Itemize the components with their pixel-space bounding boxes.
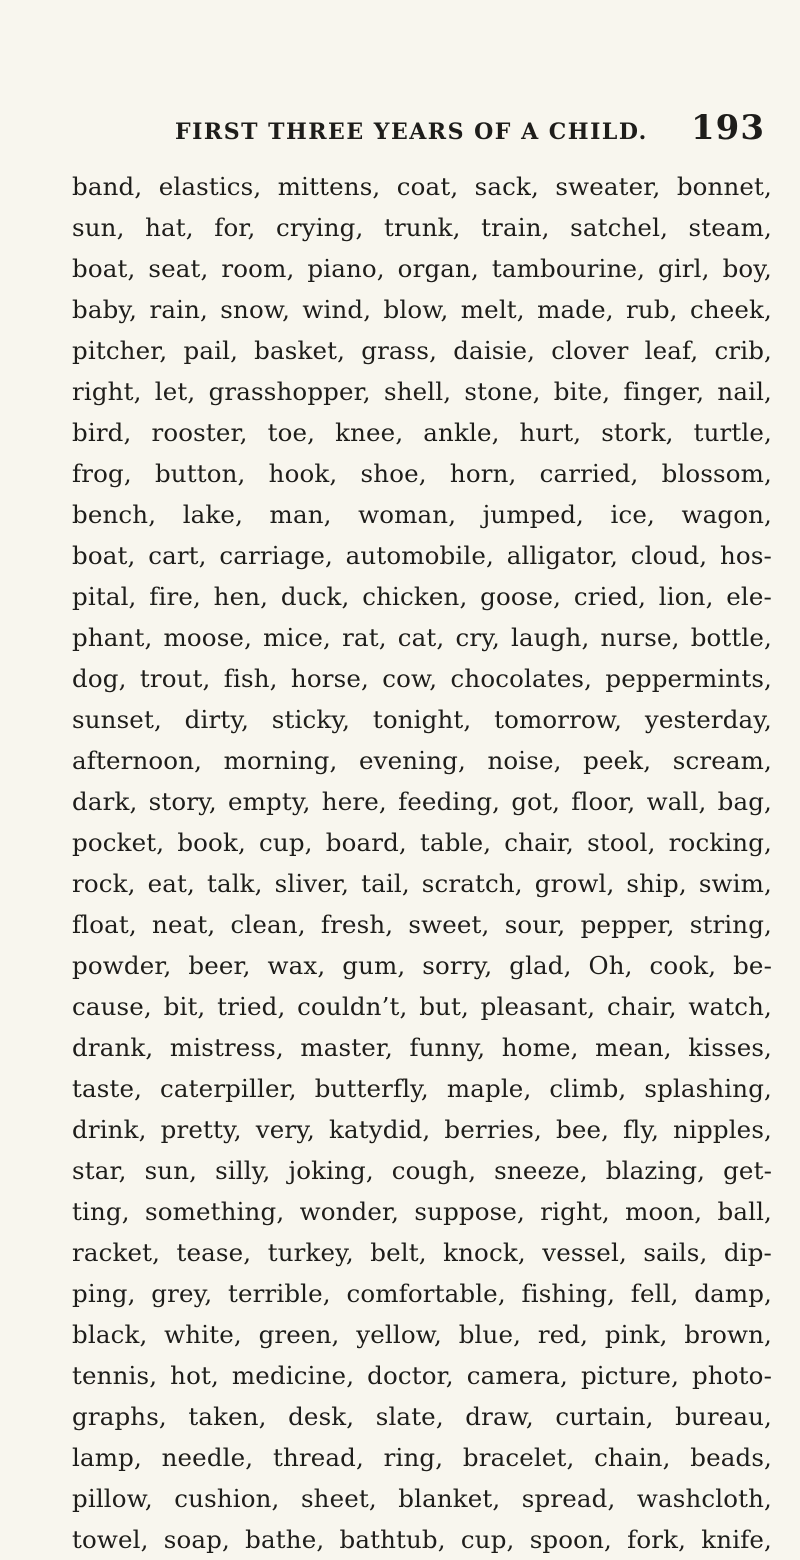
text-line: phant, moose, mice, rat, cat, cry, laugh, nurse, bottle,: [72, 623, 772, 652]
text-line: graphs, taken, desk, slate, draw, curtain, bureau,: [72, 1402, 772, 1431]
text-line: taste, caterpiller, butterfly, maple, climb, splashing,: [72, 1074, 772, 1103]
text-line: drink, pretty, very, katydid, berries, bee, fly, nipples,: [72, 1115, 772, 1144]
text-line: afternoon, morning, evening, noise, peek, scream,: [72, 746, 772, 775]
text-line: sun, hat, for, crying, trunk, train, satchel, steam,: [72, 213, 772, 242]
text-line: star, sun, silly, joking, cough, sneeze, blazing, get-: [72, 1156, 772, 1185]
text-line: boat, cart, carriage, automobile, alligator, cloud, hos-: [72, 541, 772, 570]
text-line: cause, bit, tried, couldn’t, but, pleasant, chair, watch,: [72, 992, 772, 1021]
text-line: towel, soap, bathe, bathtub, cup, spoon, fork, knife,: [72, 1525, 772, 1554]
text-line: pitcher, pail, basket, grass, daisie, clover leaf, crib,: [72, 336, 772, 365]
text-line: pocket, book, cup, board, table, chair, stool, rocking,: [72, 828, 772, 857]
text-line: ping, grey, terrible, comfortable, fishing, fell, damp,: [72, 1279, 772, 1308]
text-line: dark, story, empty, here, feeding, got, floor, wall, bag,: [72, 787, 772, 816]
text-line: bench, lake, man, woman, jumped, ice, wagon,: [72, 500, 772, 529]
text-line: pital, fire, hen, duck, chicken, goose, cried, lion, ele-: [72, 582, 772, 611]
text-line: dog, trout, fish, horse, cow, chocolates, peppermints,: [72, 664, 772, 693]
text-line: rock, eat, talk, sliver, tail, scratch, growl, ship, swim,: [72, 869, 772, 898]
text-line: tennis, hot, medicine, doctor, camera, picture, photo-: [72, 1361, 772, 1390]
text-line: racket, tease, turkey, belt, knock, vessel, sails, dip-: [72, 1238, 772, 1267]
text-line: baby, rain, snow, wind, blow, melt, made, rub, cheek,: [72, 295, 772, 324]
text-line: band, elastics, mittens, coat, sack, sweater, bonnet,: [72, 172, 772, 201]
text-line: drank, mistress, master, funny, home, mean, kisses,: [72, 1033, 772, 1062]
text-line: lamp, needle, thread, ring, bracelet, chain, beads,: [72, 1443, 772, 1472]
text-line: ting, something, wonder, suppose, right, moon, ball,: [72, 1197, 772, 1226]
text-line: powder, beer, wax, gum, sorry, glad, Oh, cook, be-: [72, 951, 772, 980]
page-number: 193: [691, 108, 765, 148]
text-line: frog, button, hook, shoe, horn, carried, blossom,: [72, 459, 772, 488]
running-head: [175, 108, 765, 152]
text-line: pillow, cushion, sheet, blanket, spread, washcloth,: [72, 1484, 772, 1513]
text-line: boat, seat, room, piano, organ, tambourine, girl, boy,: [72, 254, 772, 283]
text-line: bird, rooster, toe, knee, ankle, hurt, stork, turtle,: [72, 418, 772, 447]
text-line: float, neat, clean, fresh, sweet, sour, pepper, string,: [72, 910, 772, 939]
text-line: right, let, grasshopper, shell, stone, bite, finger, nail,: [72, 377, 772, 406]
running-head-title: FIRST THREE YEARS OF A CHILD.: [175, 119, 648, 145]
text-line: black, white, green, yellow, blue, red, pink, brown,: [72, 1320, 772, 1349]
body-text: [72, 166, 772, 1560]
text-line: sunset, dirty, sticky, tonight, tomorrow, yesterday,: [72, 705, 772, 734]
